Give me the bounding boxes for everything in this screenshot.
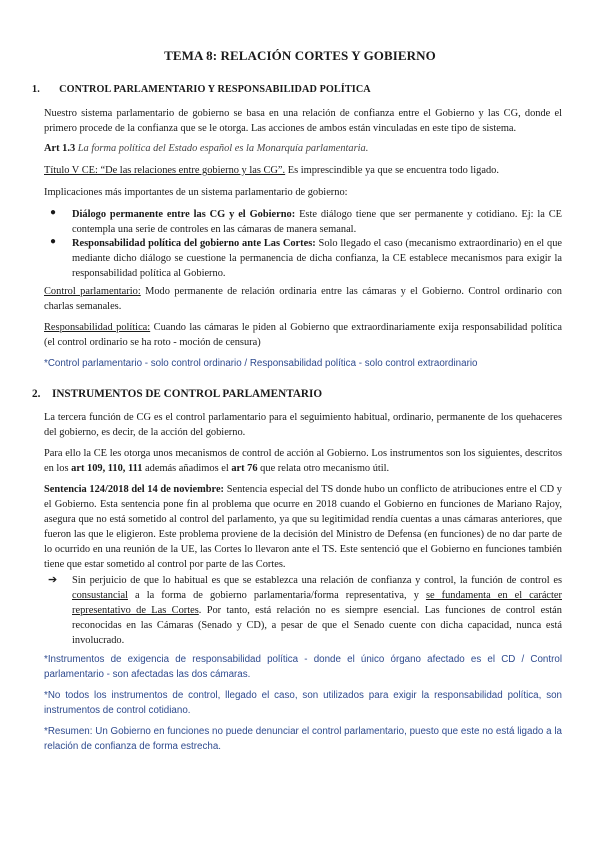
- sentencia-paragraph: Sentencia 124/2018 del 14 de noviembre: Sentencia especial del TS donde hubo un conflicto de atribuciones entre el CD y el Gobierno. Esta sentencia pone fin al problema que ocurre en 2018 cuando el Gobierno en funciones de Mariano Rajoy, asegura que no está sometido al control del parlamento, ya que su legitimidad rendía cuentas a unas cámaras anteriores, que fueron las que le eligieron. Este problema proviene de la decisión del Ministro de Defensa (en funciones) de no dar parte de lo ocurrido en una reunión de la UE, las Cortes lo llevaron ante el TS. Este sentenció que el Gobierno en funciones también tiene que estar sometido al control por parte de las Cortes.: [44, 484, 562, 570]
- titulo-v-rest: Es imprescindible ya que se encuentra todo ligado.: [285, 165, 499, 176]
- titulo-v-line: [44, 163, 562, 178]
- section-2-p1: La tercera función de CG es el control parlamentario para el seguimiento habitual, ordinario, permanente de los quehaceres del gobierno, es decir, de la acción del gobierno.: [44, 412, 562, 438]
- art-text: La forma política del Estado español es la Monarquía parlamentaria.: [77, 143, 369, 154]
- art-label: Art 1.3: [44, 143, 76, 154]
- section-1-intro: Nuestro sistema parlamentario de gobierno se basa en una relación de confianza entre el Gobierno y las CG, donde el primero procede de la confianza que se le otorga. Las acciones de ambos están vinculadas en este tipo de sistema.: [44, 108, 562, 134]
- bullet-1-text: Diálogo permanente entre las CG y el Gobierno: Este diálogo tiene que ser permanente y cotidiano. Ej: la CE contempla una serie de controles en las cámaras de manera semanal.: [72, 209, 563, 235]
- section-2-note-2: *No todos los instrumentos de control, llegado el caso, son utilizados para exigir la responsabilidad política, son instrumentos de control cotidiano.: [44, 690, 562, 716]
- section-1-number: 1.: [32, 84, 40, 95]
- control-parlamentario-def: Control parlamentario: Modo permanente de relación ordinaria entre las cámaras y el Gobierno. Control ordinario con charlas semanales.: [44, 286, 562, 312]
- arrow-paragraph: Sin perjuicio de que lo habitual es que se establezca una relación de confianza y control, la función de control es consustancial a la forma de gobierno parlamentaria/forma representativa, y se fundamenta en el carácter representativo de Las Cortes. Por tanto, está relación no es siempre esencial. Las funciones de control están reconocidas en las Cámaras (Senado y CD), a pesar de que el Senado cuente con dicha capacidad, nunca está involucrado.: [72, 575, 562, 646]
- section-1-note: *Control parlamentario - solo control ordinario / Responsabilidad política - solo control extraordinario: [44, 358, 478, 369]
- bullet-dot-icon: ●: [50, 207, 57, 218]
- arrow-right-icon: ➔: [48, 574, 58, 586]
- art-1-3-line: [44, 141, 562, 156]
- section-2-number: 2.: [32, 388, 41, 400]
- bullet-2-text: Responsabilidad política del gobierno ante Las Cortes: Solo llegado el caso (mecanismo extraordinario) en el que mediante dicho diálogo se cuestione la permanencia de dicha confianza, la CE establece mecanismos para exigir la responsabilidad política al Gobierno.: [72, 238, 563, 279]
- section-2-p2: Para ello la CE les otorga unos mecanismos de control de acción al Gobierno. Los instrumentos son los siguientes, descritos en los art 109, 110, 111 además añadimos el art 76 que relata otro mecanismo útil.: [44, 448, 562, 474]
- titulo-v-underlined: Título V CE: “De las relaciones entre gobierno y las CG”.: [44, 165, 286, 176]
- section-2-note-1: *Instrumentos de exigencia de responsabilidad política - donde el único órgano afectado es el CD / Control parlamentario - son afectadas las dos cámaras.: [44, 654, 562, 680]
- responsabilidad-politica-def: Responsabilidad política: Cuando las cámaras le piden al Gobierno que extraordinariamente exija responsabilidad política (el control ordinario se ha roto - moción de censura): [44, 322, 562, 348]
- bullet-dot-icon: ●: [50, 236, 57, 247]
- section-2-heading: [32, 388, 322, 400]
- page-title: TEMA 8: RELACIÓN CORTES Y GOBIERNO: [164, 48, 436, 63]
- section-1-title: CONTROL PARLAMENTARIO Y RESPONSABILIDAD POLÍTICA: [59, 84, 371, 95]
- section-1-heading: [32, 84, 371, 95]
- section-2-note-3: *Resumen: Un Gobierno en funciones no puede denunciar el control parlamentario, puesto que este no está ligado a la relación de confianza de forma estrecha.: [44, 726, 562, 752]
- section-2-title: INSTRUMENTOS DE CONTROL PARLAMENTARIO: [51, 388, 323, 400]
- implicaciones-line: Implicaciones más importantes de un sistema parlamentario de gobierno:: [44, 187, 348, 198]
